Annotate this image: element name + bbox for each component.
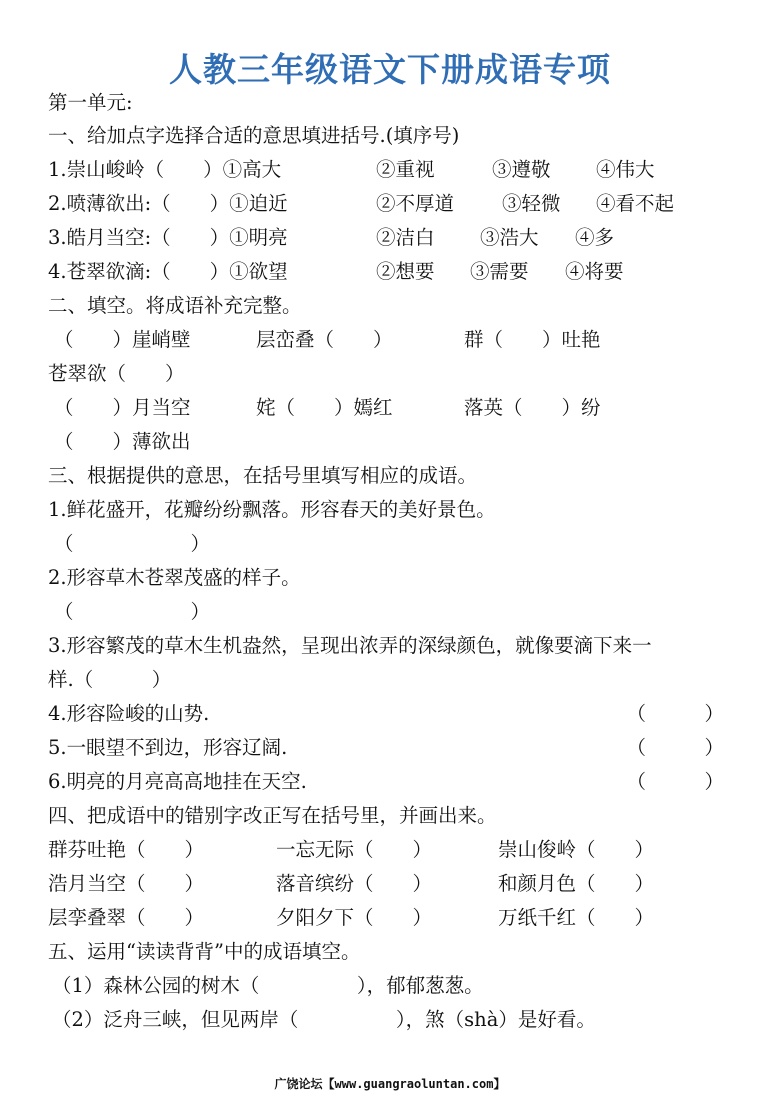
s2-item-7: 落英（ ）纷 (464, 396, 601, 419)
s3-question-2: 2.形容草木苍翠茂盛的样子。 (48, 566, 301, 589)
s4-item-7: 层孪叠翠（ ） (48, 906, 205, 929)
s2-item-4: 苍翠欲（ ） (48, 362, 185, 385)
s3-question-4 (48, 699, 724, 729)
s1-question-4 (48, 257, 708, 287)
s4-item-1: 群芬吐艳（ ） (48, 838, 205, 861)
s2-item-5: （ ）月当空 (54, 396, 191, 419)
s3-question-3: 3.形容繁茂的草木生机盎然，呈现出浓弄的深绿颜色，就像要滴下来一 (48, 634, 652, 657)
s3-question-3-cont: 样.（ ） (48, 668, 172, 691)
footer-watermark: 广饶论坛【www.guangraoluntan.com】 (274, 1077, 506, 1091)
s1-q1-option-4: ④伟大 (596, 158, 655, 181)
s2-item-6: 姹（ ）嫣红 (256, 396, 393, 419)
s2-item-2: 层峦叠（ ） (256, 328, 393, 351)
s4-item-6: 和颜月色（ ） (498, 872, 655, 895)
s4-row-2 (48, 869, 708, 899)
s1-q2-option-3: ③轻微 (502, 192, 561, 215)
s1-q4-option-4: ④将要 (565, 260, 624, 283)
s1-q3-option-3: ③浩大 (480, 226, 539, 249)
s1-q2-option-4: ④看不起 (596, 192, 675, 215)
s5-question-1: （1）森林公园的树木（ ），郁郁葱葱。 (52, 974, 484, 997)
s3-question-6 (48, 767, 724, 797)
s4-item-5: 落音缤纷（ ） (276, 872, 433, 895)
s1-q4-option-3: ③需要 (470, 260, 529, 283)
s4-item-4: 浩月当空（ ） (48, 872, 205, 895)
s1-q3-option-2: ②洁白 (376, 226, 435, 249)
s3-question-5 (48, 733, 724, 763)
s4-item-9: 万纸千红（ ） (498, 906, 655, 929)
s3-q4-text: 4.形容险峻的山势. (48, 702, 210, 725)
s3-q4-blank: （ ） (626, 702, 724, 725)
s4-item-3: 崇山俊岭（ ） (498, 838, 655, 861)
s3-q5-text: 5.一眼望不到边，形容辽阔. (48, 736, 288, 759)
s1-question-1 (48, 155, 708, 185)
s4-row-1 (48, 835, 708, 865)
s4-item-2: 一忘无际（ ） (276, 838, 433, 861)
s2-row-3 (48, 393, 708, 423)
s2-row-1 (48, 325, 708, 355)
s1-q4-option-2: ②想要 (376, 260, 435, 283)
section3-heading: 三、根据提供的意思，在括号里填写相应的成语。 (48, 464, 478, 487)
s1-q1-option-2: ②重视 (376, 158, 435, 181)
s1-q3-option-4: ④多 (575, 226, 615, 249)
s1-q1-option-3: ③遵敬 (492, 158, 551, 181)
unit-label: 第一单元: (48, 91, 133, 114)
s2-item-1: （ ）崖峭壁 (54, 328, 191, 351)
s4-item-8: 夕阳夕下（ ） (276, 906, 433, 929)
s1-q1-stem: 1.崇山峻岭（ ）①高大 (48, 158, 282, 181)
s4-row-3 (48, 903, 708, 933)
s1-q3-stem: 3.皓月当空:（ ）①明亮 (48, 226, 288, 249)
s1-question-3 (48, 223, 708, 253)
section1-heading: 一、给加点字选择合适的意思填进括号.(填序号) (48, 124, 460, 147)
s3-q6-text: 6.明亮的月亮高高地挂在天空. (48, 770, 307, 793)
s1-q2-option-2: ②不厚道 (376, 192, 455, 215)
s3-answer-1: （ ） (54, 532, 211, 555)
s2-item-8: （ ）薄欲出 (54, 430, 191, 453)
s1-q2-stem: 2.喷薄欲出:（ ）①迫近 (48, 192, 288, 215)
s5-question-2: （2）泛舟三峡，但见两岸（ ），煞（shà）是好看。 (52, 1008, 596, 1031)
s1-question-2 (48, 189, 708, 219)
s2-item-3: 群（ ）吐艳 (464, 328, 601, 351)
section4-heading: 四、把成语中的错别字改正写在括号里，并画出来。 (48, 804, 497, 827)
s3-q5-blank: （ ） (626, 736, 724, 759)
s3-q6-blank: （ ） (626, 770, 724, 793)
section5-heading: 五、运用“读读背背”中的成语填空。 (48, 940, 361, 963)
section2-heading: 二、填空。将成语补充完整。 (48, 294, 302, 317)
page-title: 人教三年级语文下册成语专项 (169, 50, 611, 89)
s3-answer-2: （ ） (54, 600, 211, 623)
s1-q4-stem: 4.苍翠欲滴:（ ）①欲望 (48, 260, 288, 283)
s3-question-1: 1.鲜花盛开，花瓣纷纷飘落。形容春天的美好景色。 (48, 498, 496, 521)
